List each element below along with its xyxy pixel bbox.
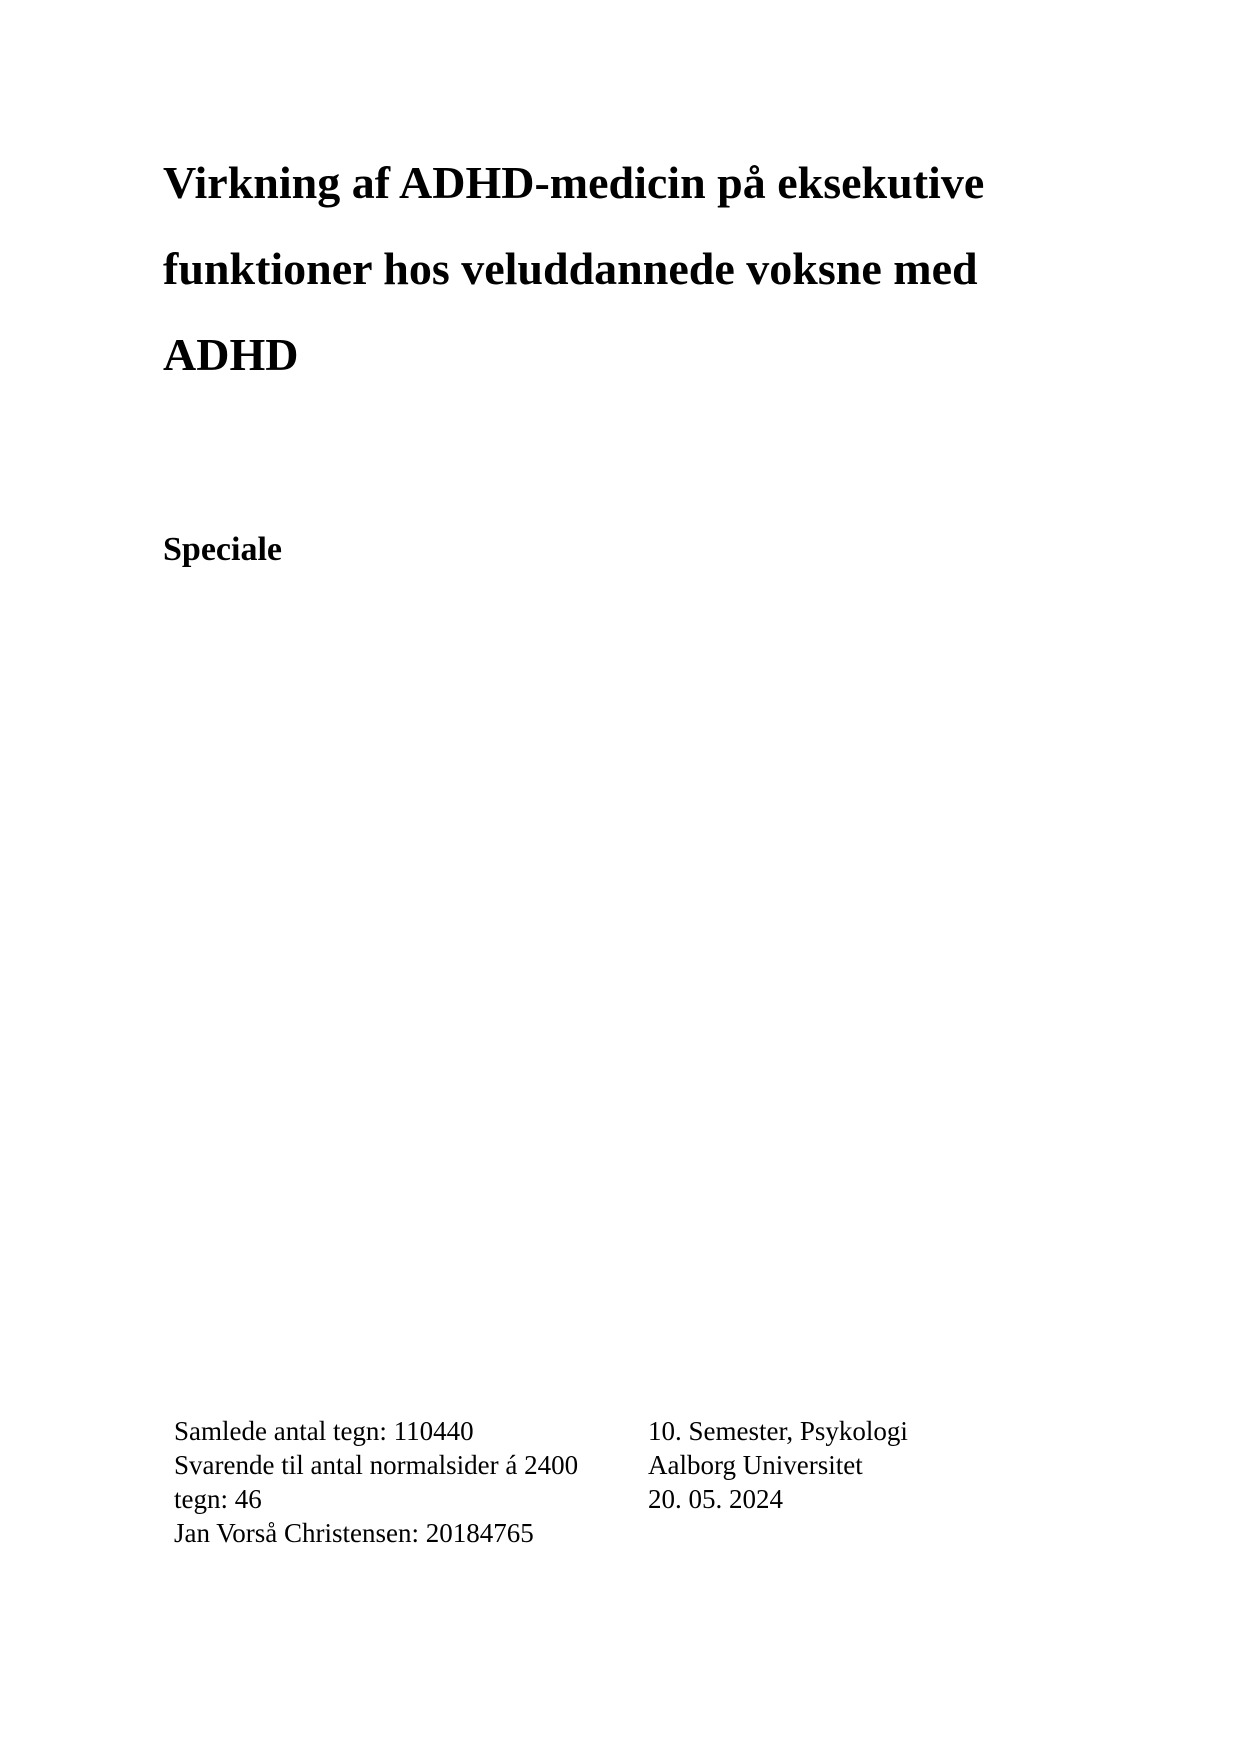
character-count-info xyxy=(174,1414,624,1550)
title-line-3: ADHD xyxy=(163,329,299,380)
title-line-2: funktioner hos veluddannede voksne med xyxy=(163,243,978,294)
total-characters: Samlede antal tegn: 110440 xyxy=(174,1416,474,1446)
document-subtitle: Speciale xyxy=(163,531,282,568)
title-line-1: Virkning af ADHD-medicin på eksekutive xyxy=(163,157,985,208)
normal-pages-line: Svarende til antal normalsider á 2400 xyxy=(174,1450,579,1480)
date-line: 20. 05. 2024 xyxy=(648,1484,783,1514)
university-line: Aalborg Universitet xyxy=(648,1450,863,1480)
normal-pages-value: tegn: 46 xyxy=(174,1484,262,1514)
author-line: Jan Vorså Christensen: 20184765 xyxy=(174,1518,534,1548)
semester-line: 10. Semester, Psykologi xyxy=(648,1416,908,1446)
institution-info xyxy=(648,1414,1068,1516)
document-title xyxy=(163,140,1093,398)
